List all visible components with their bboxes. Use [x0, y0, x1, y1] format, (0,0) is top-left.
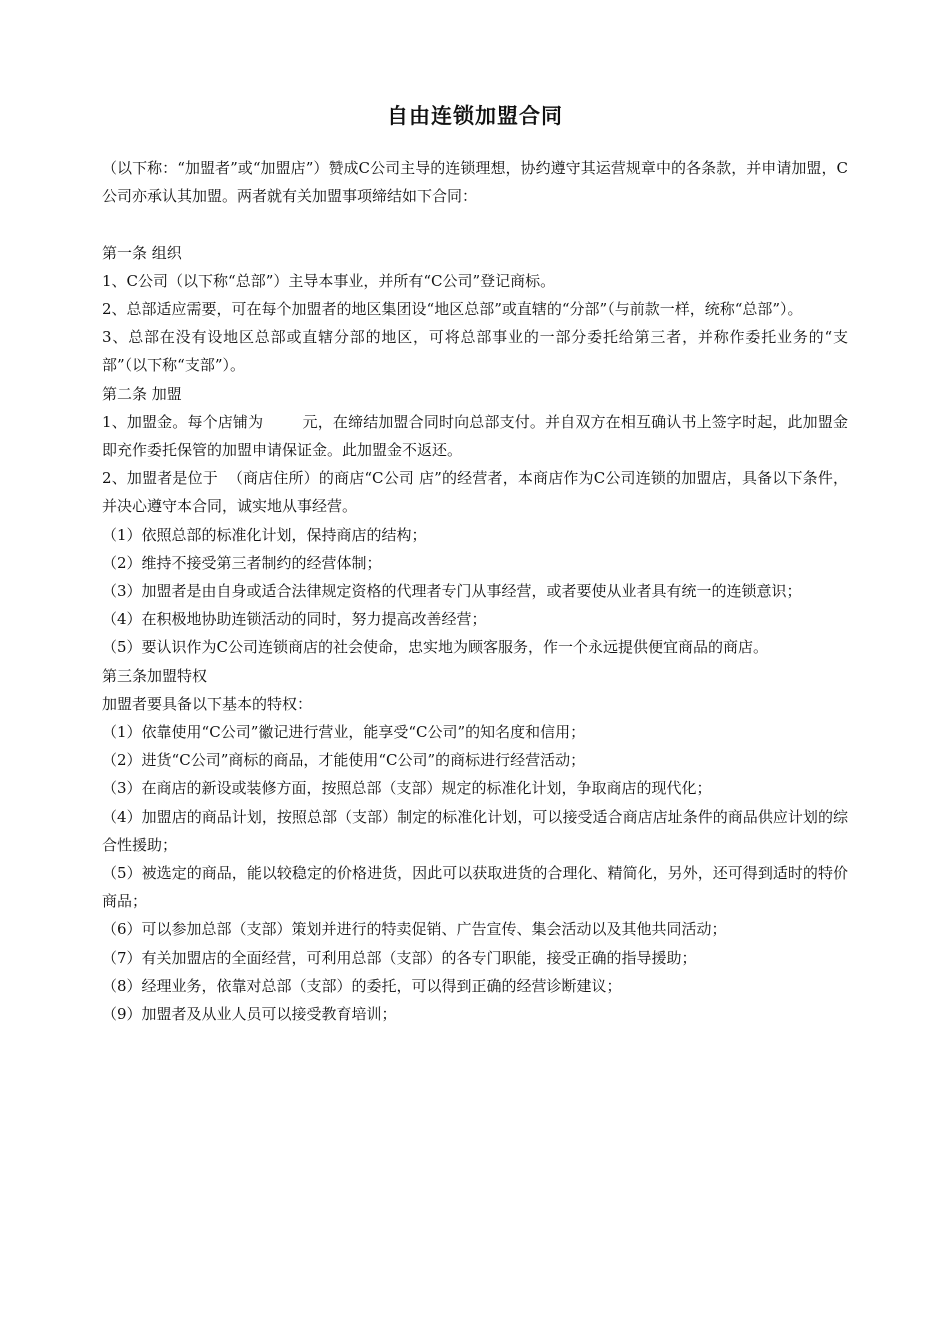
- article-2-item-1: （1）依照总部的标准化计划，保持商店的结构；: [102, 525, 427, 544]
- article-3-item-1: （1）依靠使用“C公司”徽记进行营业，能享受“C公司”的知名度和信用；: [102, 723, 586, 742]
- article-3-item-9: （9）加盟者及从业人员可以接受教育培训；: [102, 1005, 397, 1024]
- article-1-clause-2: 2、总部适应需要，可在每个加盟者的地区集团设“地区总部”或直辖的“分部”（与前款一样，统称“总部”）。: [102, 300, 803, 318]
- blank-line: [102, 210, 848, 238]
- article-2-item-2: （2）维持不接受第三者制约的经营体制；: [102, 553, 382, 572]
- article-3-item-3: （3）在商店的新设或装修方面，按照总部（支部）规定的标准化计划，争取商店的现代化；: [102, 779, 712, 798]
- article-2-clause-1: 1、加盟金。每个店铺为 元，在缔结加盟合同时向总部支付。并自双方在相互确认书上签字时起，此加盟金即充作委托保管的加盟申请保证金。此加盟金不返还。: [102, 412, 848, 460]
- article-3-heading: 第三条加盟特权: [102, 666, 208, 685]
- article-3-item-6: （6）可以参加总部（支部）策划并进行的特卖促销、广告宣传、集会活动以及其他共同活动；: [102, 920, 727, 939]
- article-3-item-8: （8）经理业务，依靠对总部（支部）的委托，可以得到正确的经营诊断建议；: [102, 976, 622, 995]
- article-3-item-5: （5）被选定的商品，能以较稳定的价格进货，因此可以获取进货的合理化、精简化，另外，还可得到适时的特价商品；: [102, 864, 848, 911]
- article-2-item-5: （5）要认识作为C公司连锁商店的社会使命，忠实地为顾客服务，作一个永远提供便宜商品的商店。: [102, 638, 769, 657]
- article-3-intro: 加盟者要具备以下基本的特权：: [102, 694, 313, 713]
- article-1-heading: 第一条 组织: [102, 243, 182, 262]
- article-1-clause-1: 1、C公司（以下称“总部”）主导本事业，并所有“C公司”登记商标。: [102, 271, 556, 290]
- article-3-item-2: （2）进货“C公司”商标的商品，才能使用“C公司”的商标进行经营活动；: [102, 751, 586, 770]
- article-3-item-7: （7）有关加盟店的全面经营，可利用总部（支部）的各专门职能，接受正确的指导援助；: [102, 948, 697, 967]
- article-1-clause-3: 3、总部在没有设地区总部或直辖分部的地区，可将总部事业的一部分委托给第三者，并称作委托业务的“支部”（以下称“支部”）。: [102, 328, 848, 375]
- article-2-clause-2: 2、加盟者是位于 （商店住所）的商店“C公司 店”的经营者，本商店作为C公司连锁的加盟店，具备以下条件，并决心遵守本合同，诚实地从事经营。: [102, 469, 848, 516]
- preamble-paragraph: （以下称：“加盟者”或“加盟店”）赞成C公司主导的连锁理想，协约遵守其运营规章中的各条款，并申请加盟，C公司亦承认其加盟。两者就有关加盟事项缔结如下合同：: [102, 159, 848, 206]
- document-title: 自由连锁加盟合同: [387, 104, 563, 128]
- article-3-item-4: （4）加盟店的商品计划，按照总部（支部）制定的标准化计划，可以接受适合商店店址条件的商品供应计划的综合性援助；: [102, 807, 848, 854]
- document-body: [102, 154, 848, 1028]
- article-2-item-4: （4）在积极地协助连锁活动的同时，努力提高改善经营；: [102, 610, 487, 629]
- article-2-item-3: （3）加盟者是由自身或适合法律规定资格的代理者专门从事经营，或者要使从业者具有统一的连锁意识；: [102, 582, 802, 601]
- article-2-heading: 第二条 加盟: [102, 384, 182, 403]
